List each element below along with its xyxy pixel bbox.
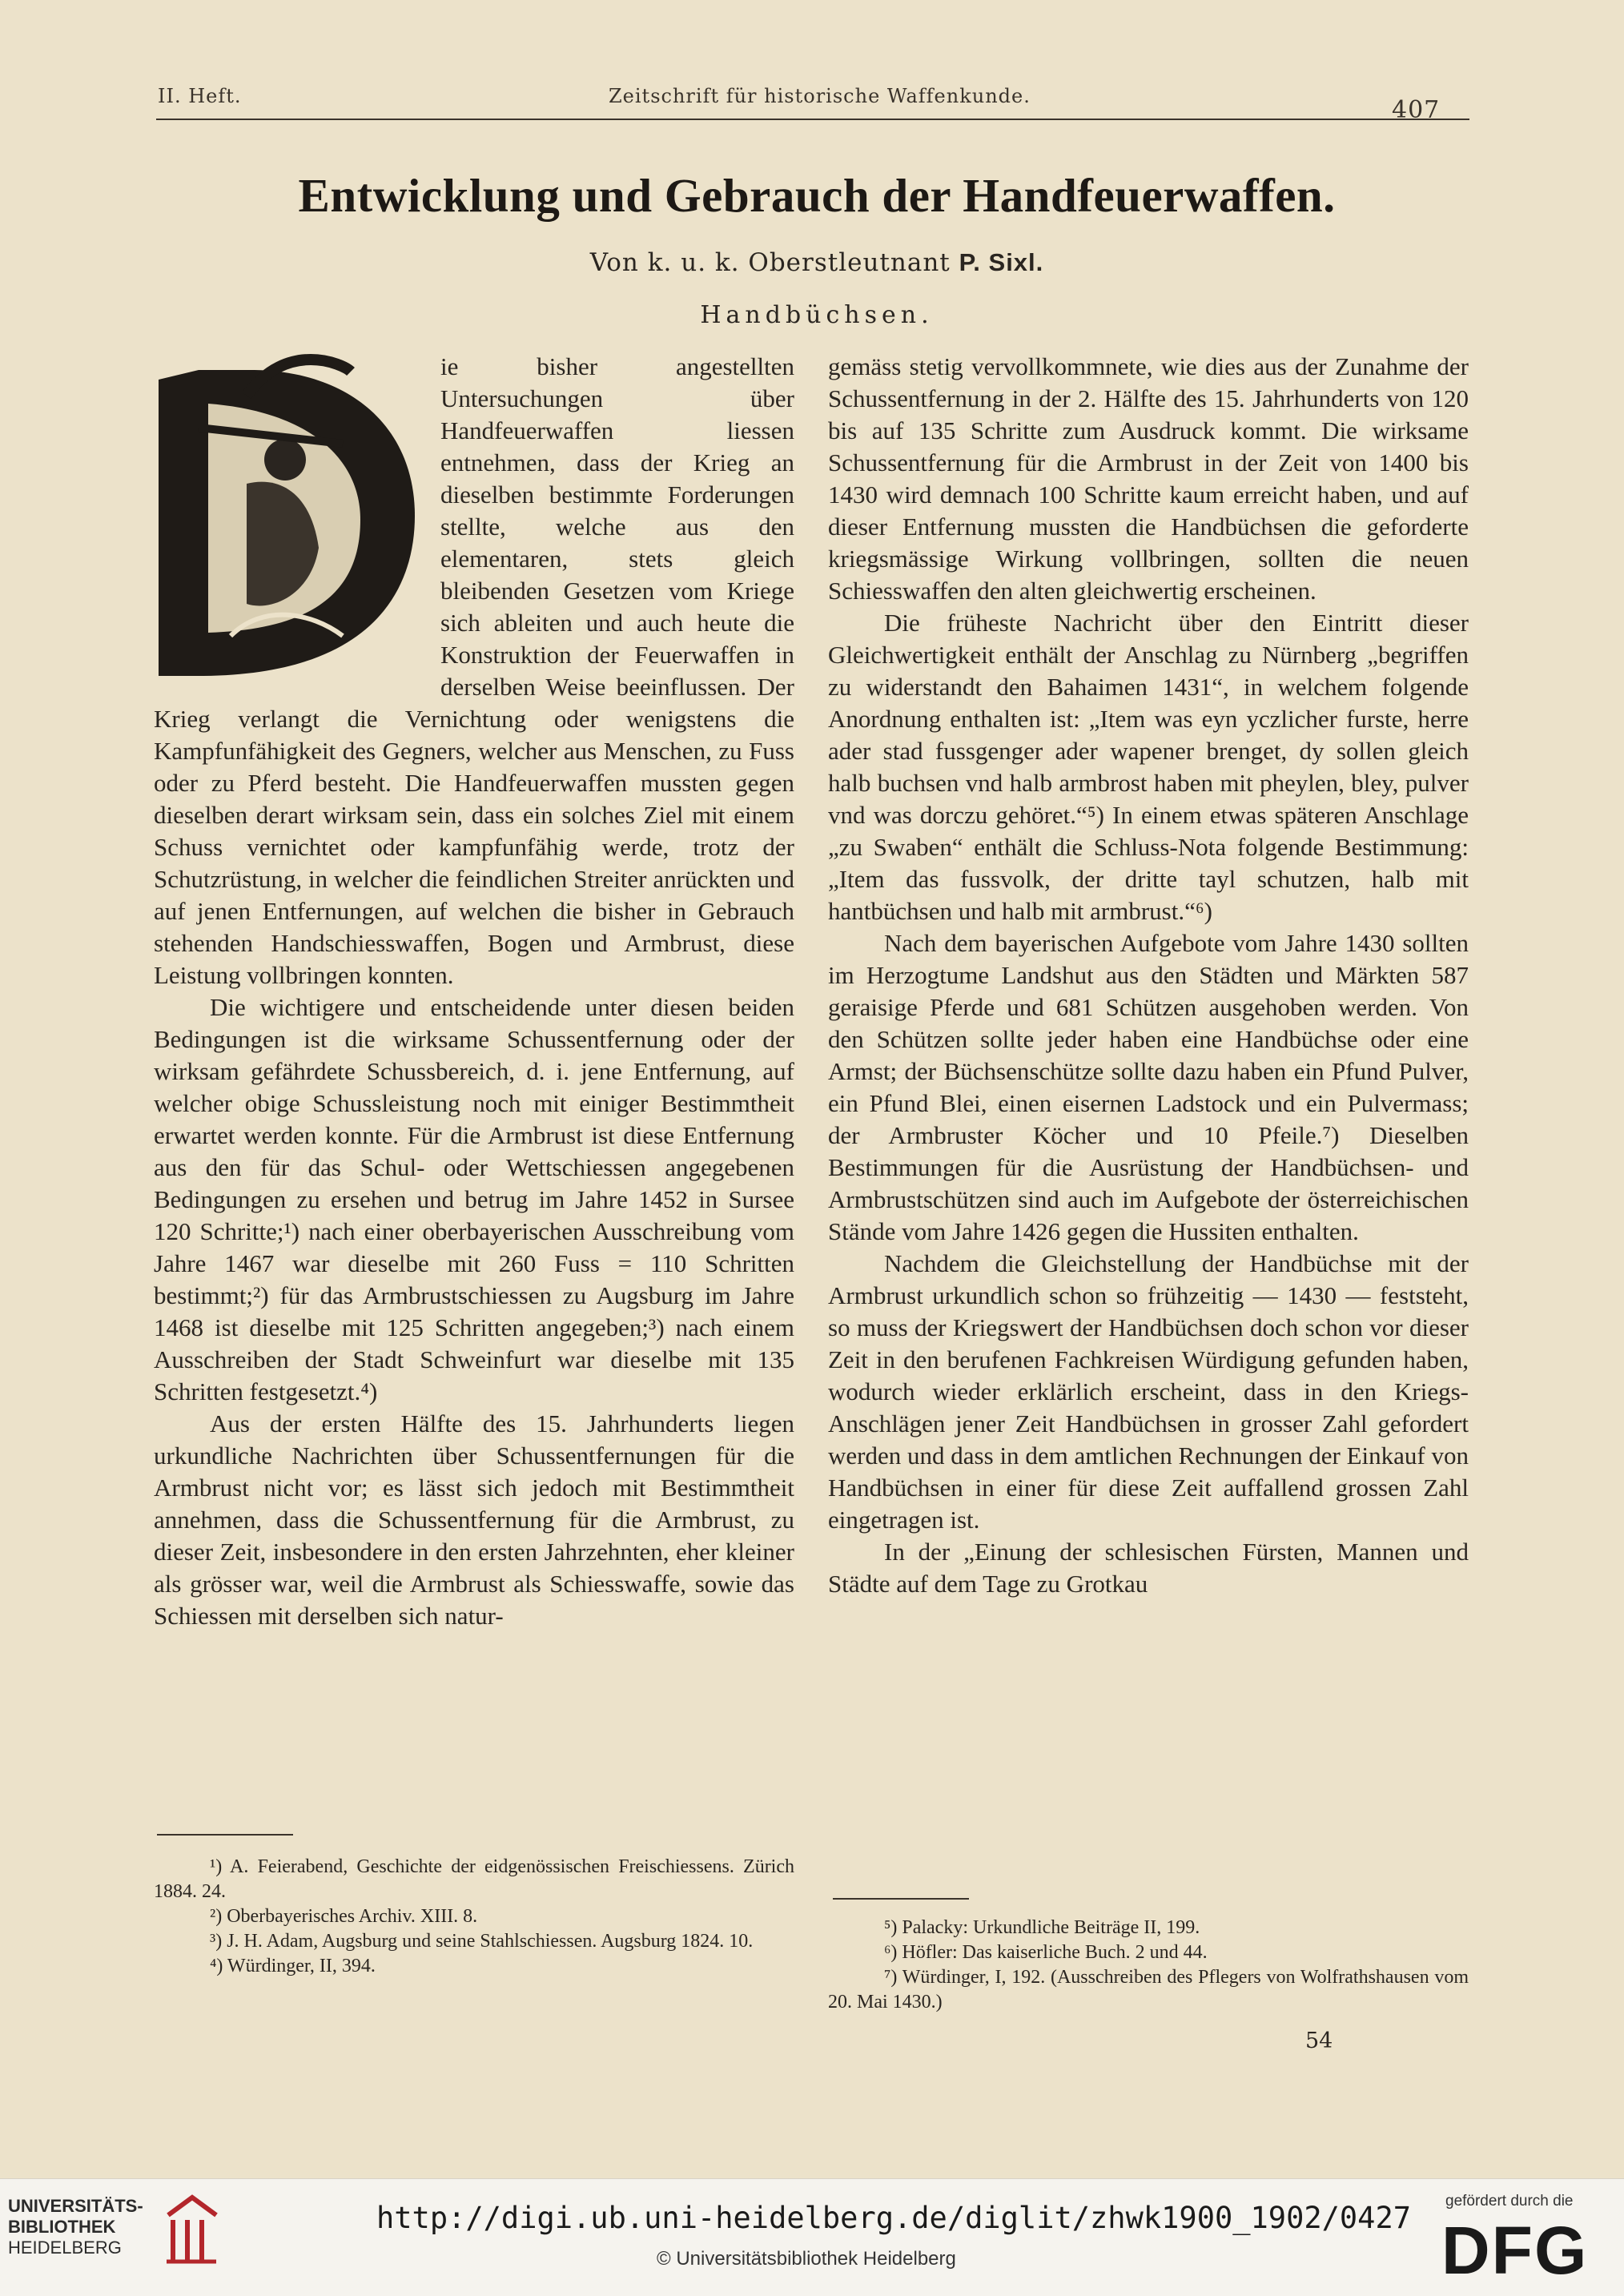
paragraph: ie bisher angestellten Untersuchungen über Handfeuerwaffen liessen entnehmen, dass der Krieg an dieselben bestimmte Forderungen stellte, welche aus den elementaren, stets gleich bleibenden Gesetzen vom Kriege sich ableiten und auch heute die Konstruktion der Feuerwaffen in derselben Weise beeinflussen. Der Krieg verlangt die Vernichtung oder wenigstens die Kampfunfähigkeit des Gegners, welcher aus Menschen, zu Fuss oder zu Pferd besteht. Die Handfeuerwaffen mussten gegen dieselben derart wirksam sein, dass ein solches Ziel mit einem Schuss vernichtet oder kampfunfähig werde, trotz der Schutzrüstung, in welcher die feindlichen Streiter anrückten und auf jenen Entfernungen, auf welchen die bisher in Gebrauch stehenden Handschiesswaffen, Bogen und Armbrust, diese Leistung vollbringen konnten. [154,352,794,989]
paragraph: Die wichtigere und entscheidende unter diesen beiden Bedingungen ist die wirksame Schussentfernung oder der wirksam gefährdete Schussbereich, d. i. jene Entfernung, auf welcher obige Schussleistung noch mit einiger Bestimmtheit erwartet werden konnte. Für die Armbrust ist diese Entfernung aus den für das Schul- oder Wettschiessen angegebenen Bedingungen zu ersehen und betrug im Jahre 1452 in Sursee 120 Schritte;¹) nach einer oberbayerischen Ausschreibung vom Jahre 1467 war dieselbe mit 260 Fuss = 110 Schritten bestimmt;²) für das Armbrustschiessen zu Augsburg im Jahre 1468 ist dieselbe mit 125 Schritten angegeben;³) nach einem Ausschreiben der Stadt Schweinfurt war dieselbe mit 135 Schritten festgesetzt.⁴) [154,993,794,1405]
footnotes-left [154,1855,794,1979]
section-heading: Handbüchsen. [700,301,934,329]
funding-note: gefördert durch die [1445,2193,1574,2210]
footnote: ¹) A. Feierabend, Geschichte der eidgenössischen Freischiessens. Zürich 1884. 24. [154,1856,794,1902]
footer-bar [0,2178,1624,2296]
library-name-line: HEIDELBERG [8,2238,122,2258]
copyright-notice: © Universitätsbibliothek Heidelberg [657,2248,956,2270]
paragraph: Nach dem bayerischen Aufgebote vom Jahre 1430 sollten im Herzogtume Landshut aus den Städten und Märkten 587 geraisige Pferde und 681 Schützen ausgehoben werden. Von den Schützen sollte jeder haben eine Handbüchse oder eine Armst; der Büchsenschütze sollte dazu haben ein Pfund Pulver, ein Pfund Blei, einen eisernen Ladstock und ein Pulvermass; der Armbruster Köcher und 10 Pfeile.⁷) Dieselben Bestimmungen für die Ausrüstung der Handbüchsen- und Armbrustschützen sind auch im Aufgebote der österreichischen Stände vom Jahre 1426 gegen die Hussiten enthalten. [828,929,1469,1245]
sheet-number: 54 [1305,2029,1333,2053]
footnote: ³) J. H. Adam, Augsburg und seine Stahlschiessen. Augsburg 1824. 10. [210,1931,754,1952]
header-rule [156,119,1469,120]
paragraph: Aus der ersten Hälfte des 15. Jahrhunderts liegen urkundliche Nachrichten über Schussentfernungen für die Armbrust nicht vor; es lässt sich jedoch mit Bestimmtheit annehmen, dass die Schussentfernung für die Armbrust, zu dieser Zeit, insbesondere in den ersten Jahrzehnten, eher kleiner als grösser war, weil die Armbrust als Schiesswaffe, sowie das Schiessen mit derselben sich natur- [154,1409,794,1630]
footnote: ⁵) Palacky: Urkundliche Beiträge II, 199. [884,1917,1200,1938]
permalink-url[interactable]: http://digi.ub.uni-heidelberg.de/diglit/zhwk1900_1902/0427 [376,2201,1412,2235]
library-name[interactable] [8,2196,143,2258]
footnotes-right [828,1916,1469,2015]
paragraph: In der „Einung der schlesischen Fürsten, Mannen und Städte auf dem Tage zu Grotkau [828,1538,1469,1598]
left-column [154,351,794,1632]
author-name: P. Sixl. [959,248,1044,276]
library-name-line: BIBLIOTHEK [8,2217,116,2237]
paragraph: Nachdem die Gleichstellung der Handbüchse mit der Armbrust urkundlich schon so frühzeitig — 1430 — feststeht, so muss der Kriegswert der Handbüchsen doch schon vor dieser Zeit in den berufenen Fachkreisen Würdigung gefunden haben, wodurch wieder erklärlich erscheint, dass in den Kriegs-Anschlägen jener Zeit Handbüchsen in grosser Zahl gefordert werden und dass in dem amtlichen Rechnungen der Einkauf von Handbüchsen in einer für diese Zeit auffallend grossen Zahl eingetragen ist. [828,1249,1469,1534]
page-number: 407 [1392,96,1441,124]
byline-prefix: Von k. u. k. Oberstleutnant [589,248,951,277]
paragraph: gemäss stetig vervollkommnete, wie dies aus der Zunahme der Schussentfernung in der 2. Hälfte des 15. Jahrhunderts von 120 bis auf 135 Schritte zum Ausdruck kommt. Die wirksame Schussentfernung für die Armbrust in der Zeit von 1400 bis 1430 wird demnach 100 Schritte kaum erreicht haben, und auf dieser Entfernung mussten die Handbüchsen die geforderte kriegsmässige Wirkung vollbringen, sollten die neuen Schiesswaffen den alten gleichwertig erscheinen. [828,352,1469,605]
byline [160,248,1473,277]
library-name-line: UNIVERSITÄTS- [8,2196,143,2216]
article-title: Entwicklung und Gebrauch der Handfeuerwaffen. [298,169,1336,222]
issue-label: II. Heft. [158,85,242,107]
footnote: ⁷) Würdinger, I, 192. (Ausschreiben des Pflegers von Wolfrathshausen vom 20. Mai 1430.) [828,1967,1469,2013]
journal-title: Zeitschrift für historische Waffenkunde. [609,85,1031,107]
footnote: ⁶) Höfler: Das kaiserliche Buch. 2 und 44. [884,1942,1208,1963]
right-column [828,351,1469,1600]
footnote: ⁴) Würdinger, II, 394. [210,1956,376,1976]
footnote: ²) Oberbayerisches Archiv. XIII. 8. [210,1906,478,1927]
illuminated-initial-D-icon [151,348,423,690]
paragraph: Die früheste Nachricht über den Eintritt dieser Gleichwertigkeit enthält der Anschlag zu Nürnberg „begriffen zu widerstandt den Bahaimen 1431“, in welchem folgende Anordnung enthalten ist: „Item was eyn yczlicher furste, herre ader stad fussgenger ader wapener brenget, dy sollen gleich halb buchsen vnd halb armbrost haben mit pheylen, bley, pulver vnd was dorczu gehöret.“⁵) In einem etwas späteren Anschlage „zu Swaben“ enthält die Schluss-Nota folgende Bestimmung: „Item das fussvolk, der dritte tayl schutzen, halb mit hantbüchsen und halb mit armbrust.“⁶) [828,609,1469,925]
ub-heidelberg-logo-icon[interactable] [160,2191,223,2265]
footnote-rule [833,1898,969,1900]
dfg-logo[interactable]: DFG [1441,2213,1589,2288]
footnote-rule [157,1834,293,1836]
